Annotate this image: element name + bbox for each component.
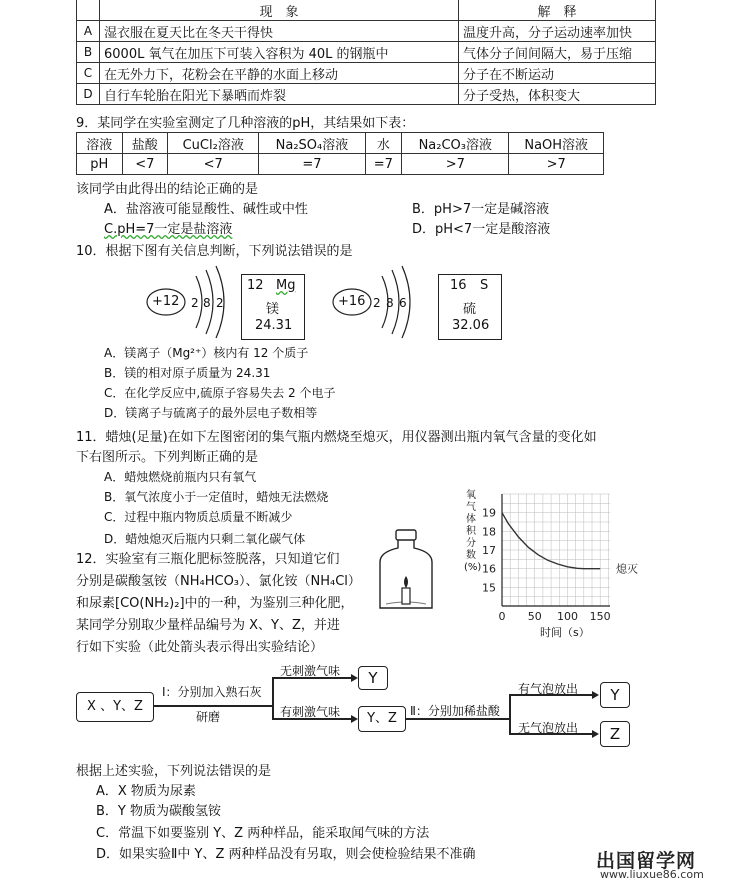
mg-shell: 2 (191, 296, 199, 310)
row-phenomenon: 6000L 氧气在加压下可装入容积为 40L 的钢瓶中 (100, 42, 459, 63)
row-label: D (77, 84, 100, 105)
chart-y-tick-label: 19 (482, 506, 496, 520)
mg-nucleus: +12 (152, 294, 180, 309)
mg-name: 镁 (266, 302, 280, 317)
ph-cell: =7 (365, 154, 402, 175)
q10-option-b: B．镁的相对原子质量为 24.31 (104, 366, 271, 380)
chart-annotation: 熄灭 (616, 562, 638, 576)
q9-prompt: 该同学由此得出的结论正确的是 (76, 182, 259, 197)
s-symbol: S (480, 278, 489, 293)
q12-line1: 12．实验室有三瓶化肥标签脱落，只知道它们 (76, 552, 340, 567)
chart-y-tick-label: 18 (482, 525, 496, 539)
row-explanation: 温度升高，分子运动速率加快 (459, 21, 656, 42)
q11-stem-cont: 下右图所示。下列判断正确的是 (76, 450, 259, 465)
q11-option-b: B．氧气浓度小于一定值时，蜡烛无法燃烧 (104, 490, 329, 504)
ph-cell: =7 (259, 154, 365, 175)
q11-option-a: A．蜡烛燃烧前瓶内只有氧气 (104, 470, 257, 484)
q10-stem: 10．根据下图有关信息判断，下列说法错误的是 (76, 244, 353, 259)
s-mass: 32.06 (452, 318, 490, 333)
header-phenomenon: 现 象 (100, 0, 459, 21)
header-explanation: 解 释 (459, 0, 656, 21)
s-name: 硫 (463, 302, 477, 317)
q9-stem: 9．某同学在实验室测定了几种溶液的pH，其结果如下表： (76, 116, 415, 131)
q9-option-b: B．pH>7一定是碱溶液 (412, 202, 550, 217)
mg-symbol: Mg (276, 278, 296, 293)
mg-mass: 24.31 (255, 318, 293, 333)
row-phenomenon: 湿衣服在夏天比在冬天干得快 (100, 21, 459, 42)
q12-option-d: D．如果实验Ⅱ中 Y、Z 两种样品没有另取，则会使检验结果不准确 (96, 847, 476, 862)
flow-step1-grind: 研磨 (196, 710, 221, 724)
mg-number: 12 (247, 278, 264, 293)
q10-option-a: A．镁离子（Mg²⁺）核内有 12 个质子 (104, 346, 309, 360)
ph-cell: pH (77, 154, 123, 175)
flow-out-y-box: Y (600, 682, 630, 708)
q10-option-c: C．在化学反应中,硫原子容易失去 2 个电子 (104, 386, 336, 400)
mg-shell: 8 (203, 296, 211, 310)
watermark-title: 出国留学网 (596, 850, 697, 872)
ph-cell: >7 (402, 154, 509, 175)
chart-y-tick-label: 16 (482, 562, 496, 576)
row-phenomenon: 在无外力下，花粉会在平静的水面上移动 (100, 63, 459, 84)
s-shell: 8 (386, 296, 394, 310)
ph-cell: >7 (509, 154, 604, 175)
chart-x-tick-label: 0 (498, 610, 506, 623)
chart-ylabel: 氧气体积分数(%) (464, 490, 482, 573)
q12-option-a: A．X 物质为尿素 (96, 784, 196, 799)
flow-has-smell: 有刺激气味 (280, 705, 341, 719)
chart-xlabel: 时间（s） (540, 626, 590, 639)
chart-x-tick-label: 100 (556, 610, 578, 623)
flow-yz-box: Y、Z (358, 706, 406, 732)
flow-out-z-box: Z (600, 721, 630, 747)
flow-step1: Ⅰ：分别加入熟石灰 (162, 685, 262, 699)
q9-option-d: D．pH<7一定是酸溶液 (412, 222, 551, 237)
chart-y-tick-label: 15 (482, 581, 496, 595)
ph-cell: <7 (122, 154, 168, 175)
q10-option-d: D．镁离子与硫离子的最外层电子数相等 (104, 406, 318, 420)
flow-y-box: Y (358, 666, 388, 690)
ph-cell: NaOH溶液 (509, 133, 604, 154)
flow-bubbles-yes: 有气泡放出 (518, 682, 579, 696)
q12-line4: 某同学分别取少量样品编号为 X、Y、Z，并进 (76, 618, 340, 633)
q12-line2: 分别是碳酸氢铵（NH₄HCO₃）、氯化铵（NH₄Cl） (76, 574, 361, 589)
q12-prompt: 根据上述实验，下列说法错误的是 (76, 764, 272, 779)
ph-table (76, 132, 604, 175)
oxygen-chart (462, 488, 642, 644)
phenomenon-table (76, 0, 656, 105)
row-label: C (77, 63, 100, 84)
q11-option-c: C．过程中瓶内物质总质量不断减少 (104, 510, 293, 524)
q11-stem: 11．蜡烛(足量)在如下左图密闭的集气瓶内燃烧至熄灭，用仪器测出瓶内氧气含量的变化如 (76, 430, 597, 445)
chart-x-tick-label: 50 (527, 610, 542, 623)
watermark-url: www.liuxue86.com (600, 868, 704, 881)
q12-option-c: C．常温下如要鉴别 Y、Z 两种样品，能采取闻气味的方法 (96, 826, 430, 841)
row-phenomenon: 自行车轮胎在阳光下暴晒而炸裂 (100, 84, 459, 105)
ph-cell: 溶液 (77, 133, 123, 154)
ph-cell: Na₂CO₃溶液 (402, 133, 509, 154)
q9-option-a: A．盐溶液可能显酸性、碱性或中性 (104, 202, 308, 217)
chart-x-tick-label: 150 (589, 610, 611, 623)
flow-start-box: X 、Y、Z (76, 692, 154, 722)
q12-line5: 行如下实验（此处箭头表示得出实验结论） (76, 640, 324, 655)
flow-bubbles-no: 无气泡放出 (518, 721, 579, 735)
q12-option-b: B．Y 物质为碳酸氢铵 (96, 804, 221, 819)
s-shell: 2 (373, 296, 381, 310)
ph-cell: <7 (168, 154, 259, 175)
row-label: B (77, 42, 100, 63)
ph-cell: CuCl₂溶液 (168, 133, 259, 154)
s-shell: 6 (399, 296, 407, 310)
mg-shell: 2 (216, 296, 224, 310)
flow-step2: Ⅱ：分别加稀盐酸 (410, 704, 500, 718)
ph-cell: Na₂SO₄溶液 (259, 133, 365, 154)
s-number: 16 (450, 278, 467, 293)
q12-line3: 和尿素[CO(NH₂)₂]中的一种，为鉴别三种化肥， (76, 596, 354, 611)
gas-bottle-candle-image (376, 528, 436, 612)
s-nucleus: +16 (338, 294, 366, 309)
chart-y-tick-label: 17 (482, 544, 496, 557)
q9-option-c: C.pH=7一定是盐溶液 (104, 222, 233, 237)
row-label: A (77, 21, 100, 42)
flow-no-smell: 无刺激气味 (280, 664, 341, 678)
ph-cell: 盐酸 (122, 133, 168, 154)
row-explanation: 气体分子间间隔大，易于压缩 (459, 42, 656, 63)
row-explanation: 分子受热，体积变大 (459, 84, 656, 105)
row-explanation: 分子在不断运动 (459, 63, 656, 84)
q11-option-d: D．蜡烛熄灭后瓶内只剩二氧化碳气体 (104, 532, 306, 546)
ph-cell: 水 (365, 133, 402, 154)
